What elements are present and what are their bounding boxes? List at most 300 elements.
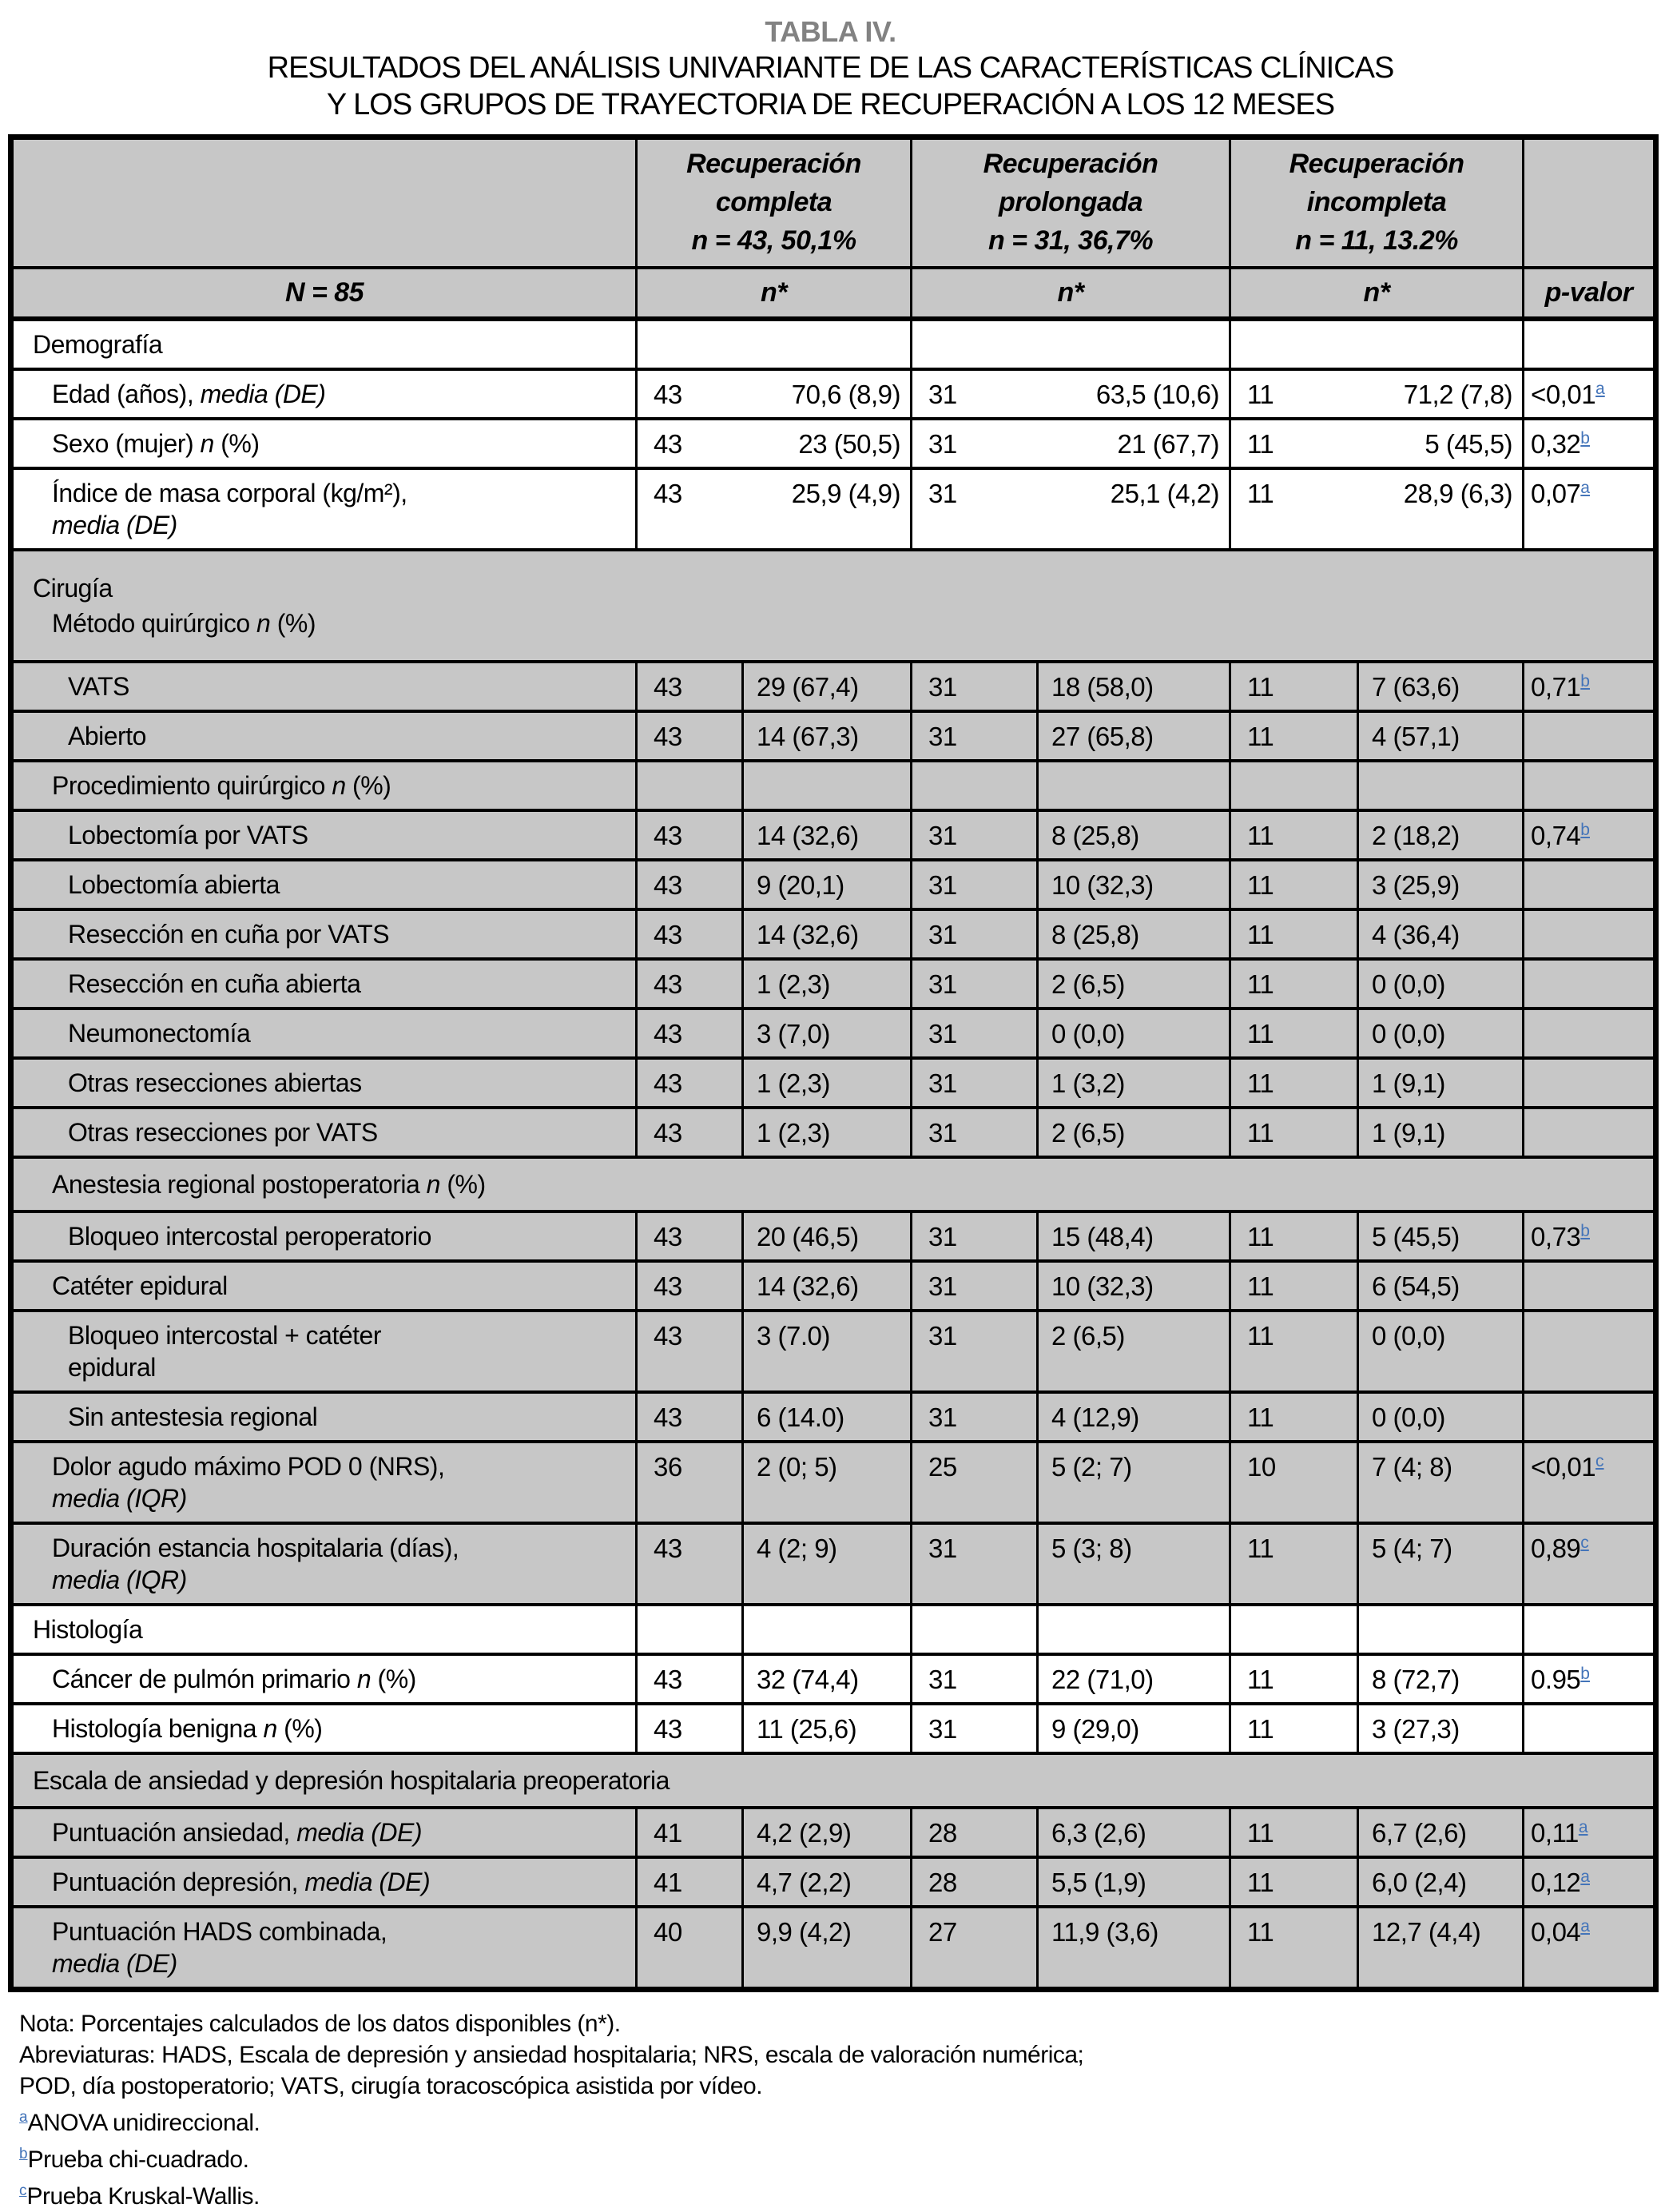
stat-value-completa: 32 (74,4) xyxy=(743,1654,912,1704)
stat-value-incompleta: 6 (54,5) xyxy=(1358,1261,1524,1311)
label-segment: (%) xyxy=(276,1714,323,1743)
n-value-prolongada: 31 xyxy=(912,1108,1038,1157)
cell-p-value xyxy=(1524,1108,1656,1157)
footnote-marker-a: a xyxy=(19,2109,28,2126)
header-group-line: n = 43, 50,1% xyxy=(691,225,856,256)
row-label xyxy=(11,1211,637,1261)
stat-value-prolongada: 8 (25,8) xyxy=(1038,909,1230,959)
p-value: 0,32 xyxy=(1531,429,1581,459)
cell-flex xyxy=(928,429,1219,460)
label-segment: n xyxy=(332,771,346,800)
row-dolor-agudo xyxy=(11,1442,1656,1523)
row-label-line xyxy=(14,1220,630,1252)
label-segment: Edad (años), xyxy=(52,380,201,408)
stat-value-incompleta: 7 (4; 8) xyxy=(1358,1442,1524,1523)
label-segment: Método quirúrgico xyxy=(52,609,257,638)
row-label-line xyxy=(14,1763,1648,1798)
p-superscript-b: b xyxy=(1580,1222,1590,1240)
row-label xyxy=(11,1311,637,1392)
n-value-incompleta xyxy=(1230,1605,1358,1654)
row-puntuacion-hads xyxy=(11,1907,1656,1990)
cell-flex xyxy=(928,380,1219,410)
stat-value-completa: 70,6 (8,9) xyxy=(791,380,901,409)
header-nstar-prolongada: n* xyxy=(912,268,1230,319)
cell-flex xyxy=(654,380,900,410)
label-segment: (%) xyxy=(270,609,316,638)
n-value-incompleta: 11 xyxy=(1247,380,1274,409)
cell-group-incompleta xyxy=(1230,369,1524,419)
n-value-completa: 43 xyxy=(637,1704,743,1753)
row-label xyxy=(11,959,637,1009)
label-segment: media (DE) xyxy=(52,511,177,539)
n-value-incompleta: 11 xyxy=(1230,1392,1358,1442)
row-label xyxy=(11,1605,637,1654)
row-puntuacion-depresion xyxy=(11,1857,1656,1907)
cell-p-value xyxy=(1524,1654,1656,1704)
row-label xyxy=(11,1523,637,1605)
table-body xyxy=(11,319,1656,1990)
stat-value-incompleta xyxy=(1358,1605,1524,1654)
row-label xyxy=(11,1009,637,1058)
row-vats xyxy=(11,662,1656,711)
row-label-line xyxy=(14,1663,630,1695)
label-segment: (%) xyxy=(439,1170,486,1199)
row-label xyxy=(11,1392,637,1442)
stat-value-prolongada: 11,9 (3,6) xyxy=(1038,1907,1230,1990)
label-segment: (%) xyxy=(213,429,260,458)
stat-value-completa: 4,7 (2,2) xyxy=(743,1857,912,1907)
n-value-prolongada: 27 xyxy=(912,1907,1038,1990)
cell-p-value xyxy=(1524,909,1656,959)
row-puntuacion-ansiedad xyxy=(11,1808,1656,1857)
cell-flex xyxy=(654,479,900,509)
n-value-prolongada: 31 xyxy=(912,662,1038,711)
stat-value-prolongada: 5,5 (1,9) xyxy=(1038,1857,1230,1907)
n-value-completa: 43 xyxy=(637,959,743,1009)
footnote-line xyxy=(19,2071,1653,2102)
p-value: <0,01 xyxy=(1531,380,1596,409)
n-value-incompleta: 11 xyxy=(1230,662,1358,711)
row-label xyxy=(11,1857,637,1907)
stat-value-completa: 20 (46,5) xyxy=(743,1211,912,1261)
cell-group-incompleta xyxy=(1230,419,1524,468)
stat-value-prolongada: 0 (0,0) xyxy=(1038,1009,1230,1058)
n-value-prolongada: 31 xyxy=(912,1211,1038,1261)
cell-p-value xyxy=(1524,1857,1656,1907)
label-segment: Abierto xyxy=(68,722,146,750)
footnote-line xyxy=(19,2039,1653,2071)
header-nstar-completa: n* xyxy=(637,268,912,319)
label-segment: Cirugía xyxy=(33,574,113,603)
section-span-cell xyxy=(11,550,1656,662)
stat-value-incompleta: 71,2 (7,8) xyxy=(1403,380,1513,409)
cell-p-value xyxy=(1524,1211,1656,1261)
row-label-line xyxy=(14,670,630,702)
header-group-prolongada xyxy=(912,137,1230,269)
stat-value-incompleta: 8 (72,7) xyxy=(1358,1654,1524,1704)
p-superscript-a: a xyxy=(1580,479,1590,497)
footnote-text: Abreviaturas: HADS, Escala de depresión y ansiedad hospitalaria; NRS, escala de valoración numérica; xyxy=(19,2042,1084,2068)
n-value-completa: 43 xyxy=(637,810,743,860)
cell-p-value xyxy=(1524,1704,1656,1753)
row-label-line xyxy=(14,328,630,360)
stat-value-completa: 1 (2,3) xyxy=(743,959,912,1009)
n-value-prolongada: 31 xyxy=(912,1704,1038,1753)
row-label-line xyxy=(14,1713,630,1745)
footnote-line xyxy=(19,2175,1653,2212)
row-label-line xyxy=(14,720,630,752)
row-demografia xyxy=(11,319,1656,369)
row-label-line xyxy=(14,1866,630,1898)
header-group-completa xyxy=(637,137,912,269)
footnote-line xyxy=(19,2138,1653,2175)
row-label-line xyxy=(14,1167,1648,1202)
label-segment: Sexo (mujer) xyxy=(52,429,201,458)
stat-value-prolongada: 22 (71,0) xyxy=(1038,1654,1230,1704)
label-segment: Puntuación HADS combinada, xyxy=(52,1917,387,1946)
label-segment: (%) xyxy=(345,771,391,800)
row-imc xyxy=(11,468,1656,550)
row-abierto xyxy=(11,711,1656,761)
stat-value-prolongada: 10 (32,3) xyxy=(1038,1261,1230,1311)
row-lobectomia-abierta xyxy=(11,860,1656,909)
n-value-prolongada: 31 xyxy=(928,380,957,409)
label-segment: media (DE) xyxy=(52,1949,177,1978)
cell-p-value xyxy=(1524,1442,1656,1523)
cell-p-value xyxy=(1524,468,1656,550)
stat-value-prolongada: 63,5 (10,6) xyxy=(1095,380,1220,409)
row-label xyxy=(11,1058,637,1108)
p-superscript-c: c xyxy=(1580,1534,1589,1552)
stat-value-prolongada: 8 (25,8) xyxy=(1038,810,1230,860)
row-label-line xyxy=(14,1067,630,1099)
p-value: <0,01 xyxy=(1531,1452,1596,1482)
stat-value-incompleta: 0 (0,0) xyxy=(1358,959,1524,1009)
header-group-line: Recuperación xyxy=(686,149,861,179)
row-otras-resecciones-abiertas xyxy=(11,1058,1656,1108)
header-p-empty-cell xyxy=(1524,137,1656,269)
n-value-prolongada xyxy=(912,761,1038,810)
stat-value-completa: 29 (67,4) xyxy=(743,662,912,711)
header-p-label: p-valor xyxy=(1524,268,1656,319)
row-label xyxy=(11,369,637,419)
stat-value-incompleta: 0 (0,0) xyxy=(1358,1009,1524,1058)
footnote-text: Nota: Porcentajes calculados de los datos disponibles (n*). xyxy=(19,2011,621,2037)
cell-flex xyxy=(1247,380,1512,410)
stat-value-prolongada: 1 (3,2) xyxy=(1038,1058,1230,1108)
row-label xyxy=(11,711,637,761)
n-value-incompleta: 11 xyxy=(1230,1009,1358,1058)
cell-p-value xyxy=(1524,761,1656,810)
section-span-cell xyxy=(11,1157,1656,1211)
n-value-completa: 43 xyxy=(654,429,682,459)
p-value: 0,89 xyxy=(1531,1534,1581,1563)
label-segment: n xyxy=(426,1170,440,1199)
label-segment: media (DE) xyxy=(296,1818,422,1847)
cell-p-value xyxy=(1524,1808,1656,1857)
label-segment: Dolor agudo máximo POD 0 (NRS), xyxy=(52,1452,445,1481)
n-value-incompleta xyxy=(1230,761,1358,810)
label-segment: media (DE) xyxy=(200,380,326,408)
n-value-prolongada: 31 xyxy=(912,810,1038,860)
row-label-line xyxy=(14,1613,630,1645)
stat-value-incompleta: 1 (9,1) xyxy=(1358,1108,1524,1157)
cell-flex xyxy=(1247,429,1512,460)
n-value-incompleta: 11 xyxy=(1230,1704,1358,1753)
n-value-incompleta: 11 xyxy=(1230,1808,1358,1857)
row-label-line xyxy=(14,1564,630,1596)
stat-value-incompleta: 5 (4; 7) xyxy=(1358,1523,1524,1605)
cell-p-value xyxy=(1524,1009,1656,1058)
stat-value-incompleta: 3 (25,9) xyxy=(1358,860,1524,909)
n-value-completa: 43 xyxy=(637,1654,743,1704)
stat-value-incompleta: 4 (57,1) xyxy=(1358,711,1524,761)
n-value-completa: 43 xyxy=(637,1058,743,1108)
row-label-line xyxy=(14,1816,630,1848)
n-value-completa: 36 xyxy=(637,1442,743,1523)
row-label xyxy=(11,468,637,550)
n-value-incompleta: 11 xyxy=(1230,711,1358,761)
cell-group-prolongada xyxy=(912,319,1230,369)
p-value: 0,04 xyxy=(1531,1917,1581,1947)
stat-value-incompleta xyxy=(1358,761,1524,810)
stat-value-completa: 14 (32,6) xyxy=(743,1261,912,1311)
label-segment: Puntuación ansiedad, xyxy=(52,1818,297,1847)
header-group-line: n = 31, 36,7% xyxy=(987,225,1154,256)
stat-value-completa xyxy=(743,761,912,810)
cell-p-value xyxy=(1524,1261,1656,1311)
row-label-line xyxy=(14,1482,630,1514)
row-label xyxy=(11,860,637,909)
label-segment: Demografía xyxy=(33,330,163,359)
row-bloqueo-intercostal xyxy=(11,1211,1656,1261)
stat-value-incompleta: 0 (0,0) xyxy=(1358,1311,1524,1392)
p-value: 0,07 xyxy=(1531,479,1581,508)
n-value-incompleta: 11 xyxy=(1230,1311,1358,1392)
n-value-prolongada: 31 xyxy=(912,860,1038,909)
row-label-line xyxy=(14,1351,630,1383)
row-label-line xyxy=(14,1270,630,1302)
stat-value-incompleta: 2 (18,2) xyxy=(1358,810,1524,860)
cell-p-value xyxy=(1524,1311,1656,1392)
row-label-line xyxy=(14,606,1648,641)
header-group-line: Recuperación xyxy=(983,149,1158,179)
label-segment: Otras resecciones por VATS xyxy=(68,1118,378,1147)
footnote-line xyxy=(19,2008,1653,2039)
row-label-line xyxy=(14,869,630,901)
row-cirugia-metodo xyxy=(11,550,1656,662)
cell-group-prolongada xyxy=(912,468,1230,550)
table-number: TABLA IV. xyxy=(765,15,896,48)
row-label xyxy=(11,1442,637,1523)
stat-value-prolongada xyxy=(1038,761,1230,810)
row-lobectomia-vats xyxy=(11,810,1656,860)
stat-value-incompleta: 1 (9,1) xyxy=(1358,1058,1524,1108)
n-value-incompleta: 10 xyxy=(1230,1442,1358,1523)
cell-p-value xyxy=(1524,1392,1656,1442)
cell-p-value xyxy=(1524,1523,1656,1605)
footnote-marker-b: b xyxy=(19,2146,28,2162)
stat-value-prolongada: 5 (3; 8) xyxy=(1038,1523,1230,1605)
row-escala-hads xyxy=(11,1753,1656,1808)
stat-value-completa: 11 (25,6) xyxy=(743,1704,912,1753)
cell-flex xyxy=(1247,479,1512,509)
row-neumonectomia xyxy=(11,1009,1656,1058)
row-procedimiento xyxy=(11,761,1656,810)
n-value-prolongada: 31 xyxy=(912,1058,1038,1108)
n-value-incompleta: 11 xyxy=(1230,1211,1358,1261)
stat-value-incompleta: 7 (63,6) xyxy=(1358,662,1524,711)
label-segment: media (IQR) xyxy=(52,1566,187,1594)
cell-p-value xyxy=(1524,1907,1656,1990)
p-value: 0,71 xyxy=(1531,672,1581,702)
stat-value-incompleta: 0 (0,0) xyxy=(1358,1392,1524,1442)
label-segment: Sin antestesia regional xyxy=(68,1402,318,1431)
n-value-prolongada: 31 xyxy=(912,909,1038,959)
footnotes xyxy=(8,2008,1653,2212)
stat-value-incompleta: 3 (27,3) xyxy=(1358,1704,1524,1753)
row-label xyxy=(11,1808,637,1857)
stat-value-prolongada: 27 (65,8) xyxy=(1038,711,1230,761)
stat-value-incompleta: 5 (45,5) xyxy=(1425,429,1513,459)
n-value-prolongada: 31 xyxy=(928,479,957,508)
stat-value-prolongada: 2 (6,5) xyxy=(1038,959,1230,1009)
stat-value-prolongada: 4 (12,9) xyxy=(1038,1392,1230,1442)
header-group-line: completa xyxy=(715,187,832,217)
stat-value-prolongada: 25,1 (4,2) xyxy=(1110,479,1220,508)
stat-value-completa: 1 (2,3) xyxy=(743,1108,912,1157)
stat-value-prolongada xyxy=(1038,1605,1230,1654)
row-label-line xyxy=(14,1947,630,1979)
row-label-line xyxy=(14,1916,630,1947)
label-segment: Bloqueo intercostal + catéter xyxy=(68,1321,381,1350)
cell-p-value xyxy=(1524,1058,1656,1108)
stat-value-completa: 2 (0; 5) xyxy=(743,1442,912,1523)
cell-group-completa xyxy=(637,319,912,369)
stat-value-prolongada: 15 (48,4) xyxy=(1038,1211,1230,1261)
cell-p-value xyxy=(1524,662,1656,711)
cell-flex xyxy=(928,479,1219,509)
n-value-completa: 43 xyxy=(637,1311,743,1392)
label-segment: Resección en cuña por VATS xyxy=(68,920,390,949)
title-line-1: RESULTADOS DEL ANÁLISIS UNIVARIANTE DE LAS CARACTERÍSTICAS CLÍNICAS xyxy=(267,51,1394,85)
stat-value-prolongada: 2 (6,5) xyxy=(1038,1311,1230,1392)
n-value-incompleta: 11 xyxy=(1247,429,1274,459)
stat-value-completa: 14 (32,6) xyxy=(743,909,912,959)
row-sexo xyxy=(11,419,1656,468)
header-n-row xyxy=(11,268,1656,319)
label-segment: media (DE) xyxy=(304,1868,431,1896)
n-value-prolongada xyxy=(912,1605,1038,1654)
stat-value-incompleta: 28,9 (6,3) xyxy=(1403,479,1513,508)
row-label-line xyxy=(14,819,630,851)
n-value-incompleta: 11 xyxy=(1230,1108,1358,1157)
row-bloqueo-cateter xyxy=(11,1311,1656,1392)
p-superscript-b: b xyxy=(1580,1665,1590,1683)
label-segment: Resección en cuña abierta xyxy=(68,969,361,998)
row-label xyxy=(11,1907,637,1990)
n-value-completa: 43 xyxy=(654,380,682,409)
label-segment: n xyxy=(263,1714,277,1743)
p-value: 0,73 xyxy=(1531,1222,1581,1251)
n-value-prolongada: 31 xyxy=(912,959,1038,1009)
row-label-line xyxy=(14,428,630,460)
n-value-completa: 43 xyxy=(654,479,682,508)
row-histologia-benigna xyxy=(11,1704,1656,1753)
label-segment: Lobectomía por VATS xyxy=(68,821,308,849)
p-superscript-a: a xyxy=(1595,380,1605,398)
header-group-line: n = 11, 13.2% xyxy=(1295,225,1458,256)
stat-value-completa: 23 (50,5) xyxy=(798,429,901,459)
row-label xyxy=(11,1261,637,1311)
cell-p-value xyxy=(1524,1605,1656,1654)
n-value-prolongada: 28 xyxy=(912,1857,1038,1907)
row-label xyxy=(11,319,637,369)
stat-value-prolongada: 6,3 (2,6) xyxy=(1038,1808,1230,1857)
label-segment: media (IQR) xyxy=(52,1484,187,1513)
row-label xyxy=(11,810,637,860)
row-label-line xyxy=(14,1401,630,1433)
label-segment: Escala de ansiedad y depresión hospitalaria preoperatoria xyxy=(33,1766,670,1795)
row-label-line xyxy=(14,770,630,802)
p-value: 0,11 xyxy=(1531,1818,1579,1848)
stat-value-completa: 4,2 (2,9) xyxy=(743,1808,912,1857)
stat-value-incompleta: 5 (45,5) xyxy=(1358,1211,1524,1261)
label-segment: epidural xyxy=(68,1353,156,1382)
n-value-completa: 43 xyxy=(637,711,743,761)
footnote-marker-c: c xyxy=(19,2182,27,2199)
row-reseccion-cuna-vats xyxy=(11,909,1656,959)
n-value-completa xyxy=(637,761,743,810)
row-label xyxy=(11,1108,637,1157)
header-nstar-incompleta: n* xyxy=(1230,268,1524,319)
stat-value-prolongada: 21 (67,7) xyxy=(1117,429,1220,459)
cell-group-prolongada xyxy=(912,419,1230,468)
n-value-completa: 41 xyxy=(637,1808,743,1857)
row-label xyxy=(11,419,637,468)
cell-p-value xyxy=(1524,419,1656,468)
label-segment: (%) xyxy=(371,1665,416,1693)
stat-value-prolongada: 18 (58,0) xyxy=(1038,662,1230,711)
cell-group-completa xyxy=(637,468,912,550)
n-value-completa: 43 xyxy=(637,662,743,711)
n-value-completa: 43 xyxy=(637,1261,743,1311)
label-segment: Catéter epidural xyxy=(52,1271,228,1300)
row-label xyxy=(11,1704,637,1753)
label-segment: Puntuación depresión, xyxy=(52,1868,305,1896)
label-segment: n xyxy=(256,609,271,638)
p-value: 0.95 xyxy=(1531,1665,1581,1694)
label-segment: Cáncer de pulmón primario xyxy=(52,1665,357,1693)
n-value-prolongada: 31 xyxy=(912,1009,1038,1058)
section-span-cell xyxy=(11,1753,1656,1808)
stat-value-prolongada: 9 (29,0) xyxy=(1038,1704,1230,1753)
stat-value-completa: 6 (14.0) xyxy=(743,1392,912,1442)
row-label-line xyxy=(14,918,630,950)
n-value-completa: 43 xyxy=(637,1211,743,1261)
n-value-incompleta: 11 xyxy=(1230,1654,1358,1704)
p-superscript-b: b xyxy=(1580,672,1590,690)
stat-value-completa xyxy=(743,1605,912,1654)
stat-value-completa: 14 (32,6) xyxy=(743,810,912,860)
stat-value-completa: 9 (20,1) xyxy=(743,860,912,909)
footnote-text: Prueba chi-cuadrado. xyxy=(27,2146,249,2173)
label-segment: Histología benigna xyxy=(52,1714,264,1743)
stat-value-incompleta: 4 (36,4) xyxy=(1358,909,1524,959)
label-segment: Índice de masa corporal (kg/m²), xyxy=(52,479,407,507)
n-value-prolongada: 31 xyxy=(912,1523,1038,1605)
n-value-completa xyxy=(637,1605,743,1654)
